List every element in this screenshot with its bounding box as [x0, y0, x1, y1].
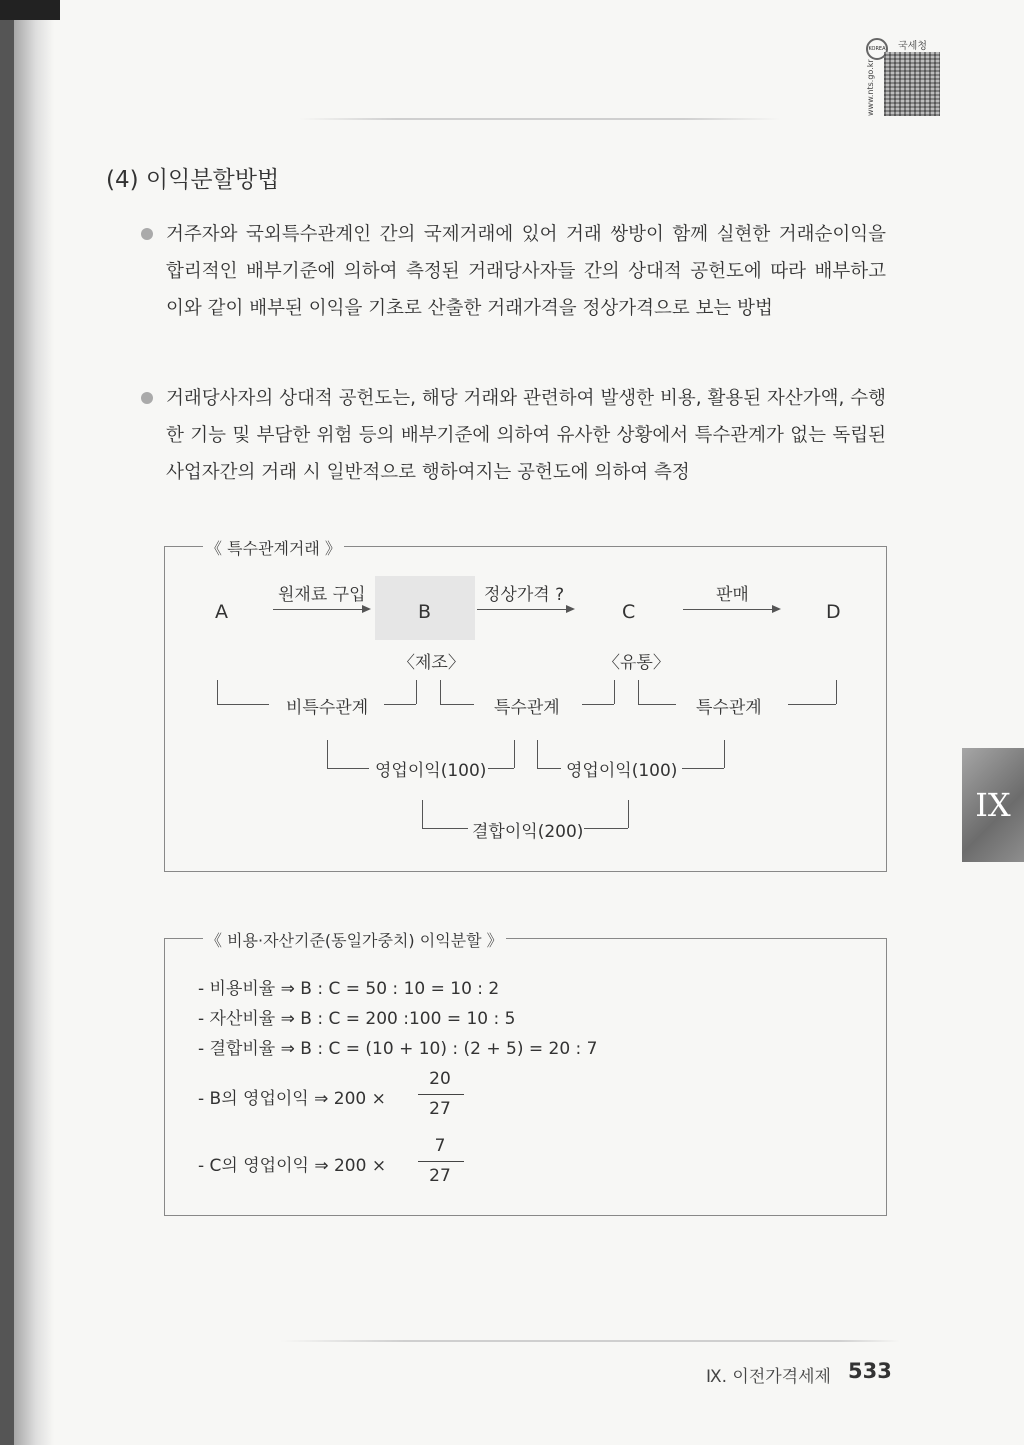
asset-ratio: - 자산비율 ⇒ B : C = 200 :100 = 10 : 5: [198, 1009, 516, 1029]
scan-edge: [0, 0, 60, 20]
profit-c: 영업이익(100): [566, 761, 678, 781]
arrow-a-to-b: [273, 609, 369, 610]
header-divider: [300, 118, 780, 120]
book-spine-gradient: [14, 0, 54, 1445]
role-distribution: 〈유통〉: [603, 653, 670, 673]
combined-ratio: - 결합비율 ⇒ B : C = (10 + 10) : (2 + 5) = 20 : 7: [198, 1039, 598, 1059]
section-title: (4) 이익분할방법: [106, 167, 280, 193]
bullet-icon: [141, 392, 153, 404]
b-profit-formula: - B의 영업이익 ⇒ 200 ×: [198, 1089, 386, 1109]
footer-divider: [280, 1340, 900, 1342]
relation-non-related: 비특수관계: [286, 698, 369, 718]
c-fraction-bar: [418, 1161, 464, 1162]
chapter-tab-label: IX: [975, 786, 1011, 824]
footer-chapter: Ⅸ. 이전가격세제: [706, 1367, 831, 1387]
arrow-label-arms-length: 정상가격 ?: [484, 585, 565, 605]
relation-related-bc: 특수관계: [494, 698, 560, 718]
arrow-b-to-c: [477, 609, 573, 610]
split-box-title: 《 비용·자산기준(동일가중치) 이익분할 》: [203, 928, 506, 951]
node-c: C: [622, 601, 636, 623]
arrow-c-to-d: [683, 609, 779, 610]
cost-ratio: - 비용비율 ⇒ B : C = 50 : 10 = 10 : 2: [198, 979, 500, 999]
qr-code-icon: [884, 52, 940, 116]
node-d: D: [826, 601, 841, 623]
profit-b: 영업이익(100): [375, 761, 487, 781]
role-manufacturing: 〈제조〉: [398, 653, 465, 673]
b-numerator: 20: [429, 1069, 451, 1089]
logo-name: 국세청: [898, 41, 927, 52]
node-b: B: [418, 601, 432, 623]
page-number: 533: [848, 1359, 892, 1383]
arrow-label-sale: 판매: [716, 585, 749, 605]
bullet-icon: [141, 228, 153, 240]
c-denominator: 27: [429, 1166, 451, 1186]
combined-profit: 결합이익(200): [472, 822, 584, 842]
diagram-title: 《 특수관계거래 》: [203, 536, 344, 559]
arrow-label-purchase: 원재료 구입: [278, 585, 366, 605]
c-profit-formula: - C의 영업이익 ⇒ 200 ×: [198, 1156, 387, 1176]
c-numerator: 7: [434, 1136, 446, 1156]
b-fraction-bar: [418, 1094, 464, 1095]
chapter-tab: [962, 748, 1024, 862]
paragraph-2: 거래당사자의 상대적 공헌도는, 해당 거래와 관련하여 발생한 비용, 활용된 자산가액, 수행한 기능 및 부담한 위험 등의 배부기준에 의하여 유사한 상황에서 특수관계가 없는 독립된 사업자간의 거래 시 일반적으로 행하여지는 공헌도에 의하여 측정: [166, 388, 886, 483]
book-spine-shadow: [0, 0, 14, 1445]
node-a: A: [215, 601, 228, 623]
paragraph-1: 거주자와 국외특수관계인 간의 국제거래에 있어 거래 쌍방이 함께 실현한 거래순이익을 합리적인 배부기준에 의하여 측정된 거래당사자들 간의 상대적 공헌도에 따라 배부하고 이와 같이 배부된 이익을 기초로 산출한 거래가격을 정상가격으로 보는 방법: [166, 224, 886, 319]
logo-url-text: www.nts.go.kr: [866, 59, 875, 116]
b-denominator: 27: [429, 1099, 451, 1119]
relation-related-cd: 특수관계: [696, 698, 762, 718]
logo-circle-mark: KOREA: [866, 38, 888, 60]
